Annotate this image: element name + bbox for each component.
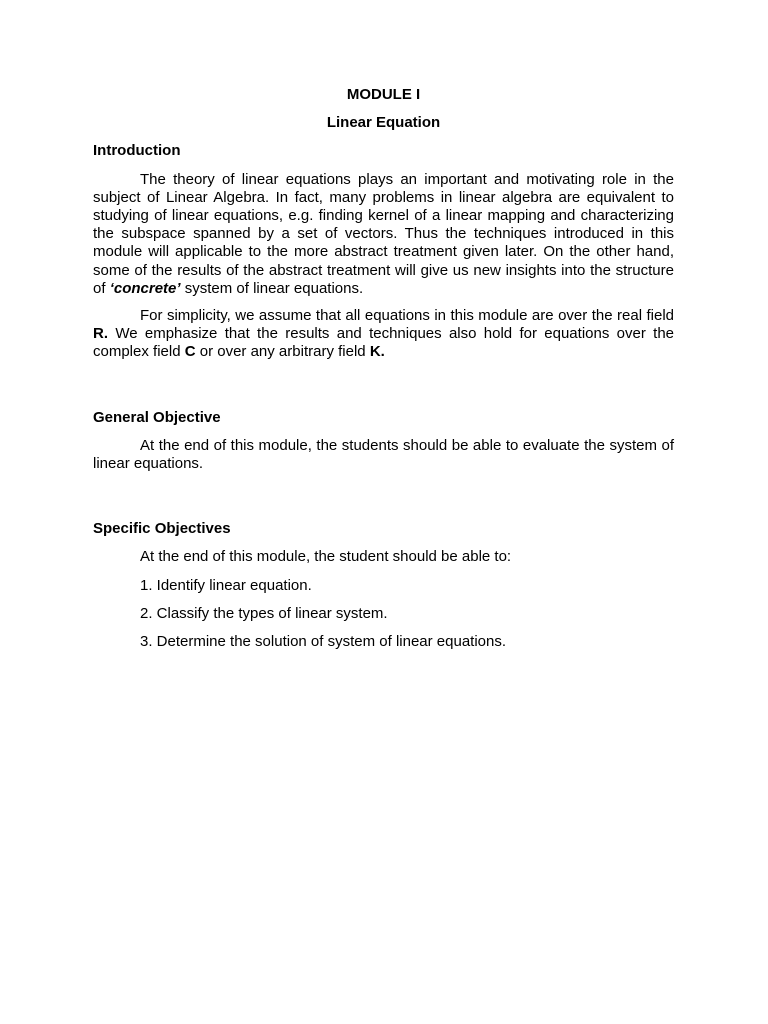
- introduction-paragraph-1: [93, 171, 674, 298]
- general-objective-heading: General Objective: [93, 408, 221, 426]
- section-spacer: [93, 371, 674, 409]
- list-item: 1. Identify linear equation.: [140, 576, 312, 594]
- field-k: K.: [369, 343, 385, 361]
- section-spacer: [93, 482, 674, 520]
- intro-p1-end: system of linear equations.: [180, 279, 364, 297]
- intro-p2-a: For simplicity, we assume that all equations in this module are over the real field: [140, 307, 674, 325]
- general-objective-text: At the end of this module, the students should be able to evaluate the system of linear equations.: [93, 436, 674, 473]
- list-item: 3. Determine the solution of system of linear equations.: [140, 633, 507, 651]
- intro-p2-b: We emphasize that the results and techniques also hold for equations over the complex field: [93, 325, 674, 361]
- specific-objectives-heading: Specific Objectives: [93, 520, 231, 538]
- intro-p1-emphasis: ‘concrete’: [109, 279, 181, 297]
- module-title: MODULE I: [346, 86, 421, 103]
- intro-p1-text: The theory of linear equations plays an important and motivating role in the subject of Linear Algebra. In fact, many problems in linear algebra are equivalent to studying of linear equations, e.g. finding kernel of a linear mapping and characterizing the subspace spanned by a set of vectors. Thus the techniques introduced in this module will applicable to the more abstract treatment given later. On the other hand, some of the results of the abstract treatment will give us new insights into the structure of: [93, 170, 674, 297]
- specific-objectives-intro: At the end of this module, the student should be able to:: [140, 548, 512, 566]
- document-title: Linear Equation: [326, 114, 441, 132]
- document-page: [93, 86, 674, 661]
- introduction-paragraph-2: [93, 307, 674, 362]
- intro-p2-c: or over any arbitrary field: [195, 343, 370, 361]
- introduction-heading: Introduction: [93, 142, 181, 160]
- field-c: C: [184, 343, 196, 361]
- list-item: 2. Classify the types of linear system.: [140, 604, 388, 622]
- field-r: R.: [93, 325, 108, 343]
